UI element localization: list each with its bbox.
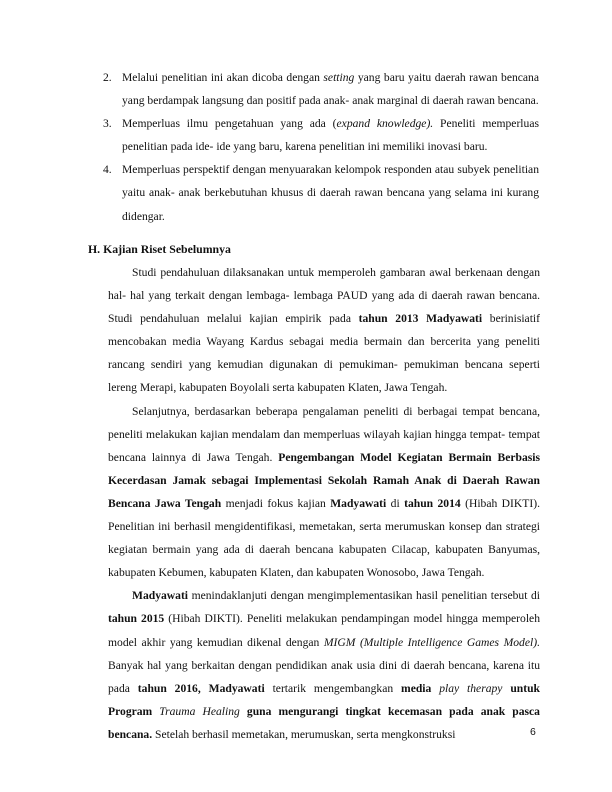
text-run: berinisiatif mencobakan media Wayang Kardus sebagai media bermain dan bercerita yang peneliti rancang sendiri yang kemudian digunakan di pemukiman- pemukiman bencana seperti lereng Merapi, kabupaten Boyolali serta kabupaten Klaten, Jawa Tengah. bbox=[108, 312, 541, 395]
list-item-number: 2. bbox=[103, 71, 112, 84]
text-run: Madyawati bbox=[132, 589, 189, 603]
text-run: Trauma Healing bbox=[159, 704, 240, 718]
paragraph bbox=[108, 261, 540, 400]
objectives-list bbox=[103, 66, 539, 228]
section-heading: H. Kajian Riset Sebelumnya bbox=[88, 242, 231, 256]
text-run: Memperluas perspektif dengan menyuarakan kelompok responden atau subyek penelitian yaitu anak- anak berkebutuhan khusus di daerah rawan bencana yang selama ini kurang didengar. bbox=[122, 163, 539, 223]
text-run: Madyawati bbox=[330, 496, 387, 510]
text-run: yang baru yaitu daerah rawan bencana yang berdampak langsung dan positif pada anak- anak marginal di daerah rawan bencana. bbox=[122, 71, 539, 108]
text-run: Selanjutnya, berdasarkan beberapa pengalaman peneliti di berbagai tempat bencana, peneliti melakukan kajian mendalam dan memperluas wilayah kajian hingga tempat- tempat bencana lainnya di Jawa Tengah. bbox=[108, 404, 540, 464]
paragraph bbox=[108, 400, 540, 585]
text-run: expand knowledge). bbox=[336, 117, 434, 131]
text-run: di bbox=[386, 496, 405, 510]
list-item bbox=[103, 66, 539, 112]
text-run: (Hibah DIKTI). Penelitian ini berhasil mengidentifikasi, memetakan, serta merumuskan konsep dan strategi kegiatan bermain yang ada di daerah bencana kabupaten Cilacap, kabupaten Banyumas, kabupaten Kebumen, kabupaten Klaten, dan kabupaten Wonosobo, Jawa Tengah. bbox=[108, 496, 540, 580]
text-run: menindaklanjuti dengan mengimplementasikan hasil penelitian tersebut di bbox=[188, 589, 540, 603]
text-run: guna mengurangi tingkat kecemasan pada anak pasca bencana. bbox=[108, 704, 540, 741]
text-run: play therapy bbox=[439, 681, 503, 695]
list-item-number: 4. bbox=[103, 163, 112, 177]
text-run: tertarik mengembangkan bbox=[264, 681, 402, 695]
text-run: tahun 2013 Madyawati bbox=[358, 312, 483, 326]
text-run: setting bbox=[323, 71, 355, 84]
text-run: tahun 2014 bbox=[404, 496, 461, 510]
list-item bbox=[103, 158, 539, 227]
list-item-number: 3. bbox=[103, 117, 112, 131]
text-run: tahun 2015 bbox=[108, 612, 165, 626]
text-run: Setelah berhasil memetakan, merumuskan, serta mengkonstruksi bbox=[152, 727, 456, 741]
text-run: MIGM (Multiple Intelligence Games Model). bbox=[323, 635, 540, 649]
text-run: Peneliti memperluas penelitian pada ide- ide yang baru, karena penelitian ini memiliki inovasi baru. bbox=[122, 117, 539, 154]
text-run: menjadi fokus kajian bbox=[221, 496, 331, 510]
text-run: Memperluas ilmu pengetahuan yang ada ( bbox=[122, 117, 337, 131]
text-run: Melalui penelitian ini akan dicoba dengan bbox=[122, 71, 324, 84]
text-run: tahun 2016, Madyawati bbox=[137, 681, 265, 695]
list-item bbox=[103, 112, 539, 158]
text-run: Banyak hal yang berkaitan dengan pendidikan anak usia dini di daerah bencana, karena itu pada bbox=[108, 658, 540, 695]
section-body bbox=[108, 261, 540, 746]
text-run: (Hibah DIKTI). Peneliti melakukan pendampingan model hingga memperoleh model akhir yang kemudian dikenal dengan bbox=[108, 612, 540, 649]
text-run: media bbox=[401, 681, 440, 695]
text-run: untuk Program bbox=[108, 681, 540, 718]
text-run: Studi pendahuluan dilaksanakan untuk memperoleh gambaran awal berkenaan dengan hal- hal yang terkait dengan lembaga- lembaga PAUD yang ada di daerah rawan bencana. Studi pendahuluan melalui kajian empirik pada bbox=[108, 266, 540, 326]
text-run: Pengembangan Model Kegiatan Bermain Berbasis Kecerdasan Jamak sebagai Implementasi Sekolah Ramah Anak di Daerah Rawan Bencana Jawa Tengah bbox=[108, 450, 541, 510]
page-number: 6 bbox=[530, 726, 536, 738]
paragraph bbox=[108, 584, 540, 746]
